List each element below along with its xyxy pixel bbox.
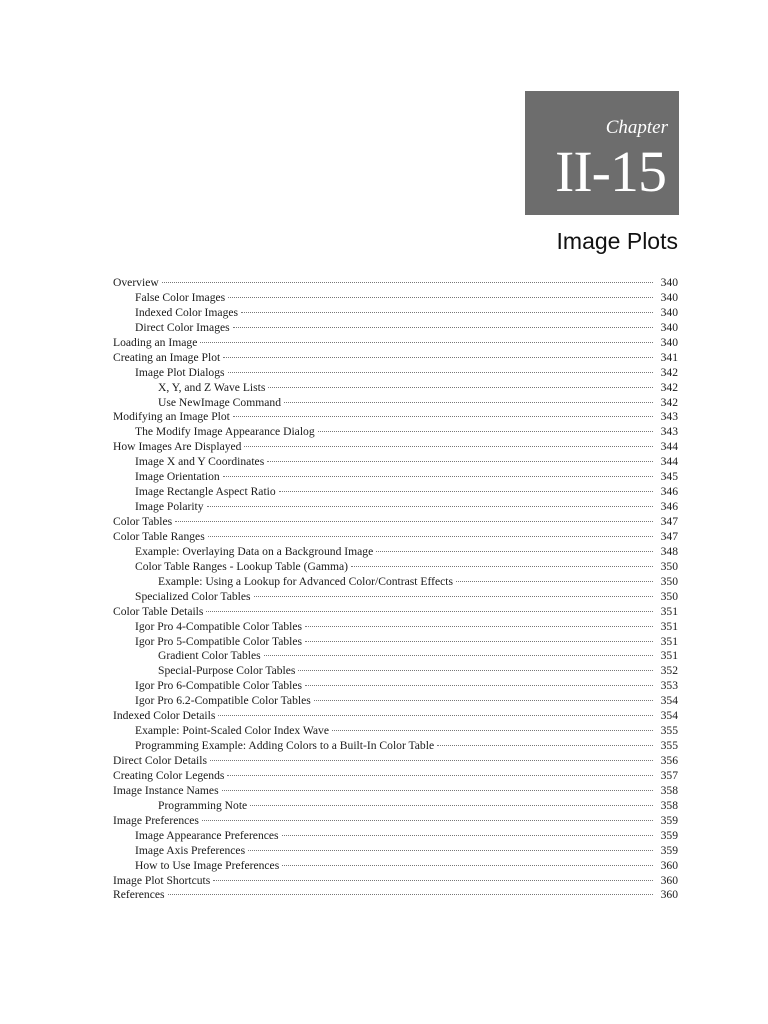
toc-entry-label: Gradient Color Tables: [158, 649, 261, 663]
toc-entry[interactable]: [113, 679, 678, 694]
toc-entry-label: How Images Are Displayed: [113, 440, 242, 454]
toc-dot-leader: [223, 476, 653, 477]
toc-entry[interactable]: [113, 694, 678, 709]
toc-entry-label: Image Polarity: [135, 500, 204, 514]
toc-entry-page: 346: [660, 485, 678, 499]
toc-entry[interactable]: [113, 351, 678, 366]
toc-entry-page: 350: [660, 559, 678, 573]
toc-entry-label: Igor Pro 5-Compatible Color Tables: [135, 634, 303, 648]
toc-entry[interactable]: [113, 575, 678, 590]
toc-dot-leader: [162, 282, 653, 283]
toc-entry-page: 343: [660, 410, 678, 424]
toc-entry-label: Specialized Color Tables: [135, 589, 251, 603]
toc-entry-page: 344: [660, 455, 678, 469]
toc-entry-label: Direct Color Details: [113, 754, 208, 767]
toc-entry-label: Indexed Color Images: [135, 305, 239, 319]
toc-entry-label: X, Y, and Z Wave Lists: [158, 380, 266, 394]
toc-entry-label: References: [113, 888, 165, 902]
toc-entry[interactable]: [113, 635, 678, 650]
toc-entry-page: 359: [660, 828, 678, 842]
toc-entry-page: 358: [660, 783, 678, 797]
toc-entry-page: 344: [660, 440, 678, 454]
toc-entry-page: 341: [660, 350, 678, 364]
toc-dot-leader: [282, 835, 653, 836]
toc-dot-leader: [318, 431, 653, 432]
toc-entry-page: 340: [660, 305, 678, 319]
toc-entry-page: 351: [660, 634, 678, 648]
toc-entry[interactable]: [113, 425, 678, 440]
toc-entry[interactable]: [113, 336, 678, 351]
toc-entry-page: 340: [660, 290, 678, 304]
toc-entry-page: 340: [660, 335, 678, 349]
toc-entry[interactable]: [113, 276, 678, 291]
toc-entry[interactable]: [113, 829, 678, 844]
toc-dot-leader: [254, 596, 653, 597]
toc-entry[interactable]: [113, 590, 678, 605]
toc-entry-label: False Color Images: [135, 290, 226, 304]
toc-entry[interactable]: [113, 649, 678, 664]
toc-entry[interactable]: [113, 844, 678, 859]
toc-entry-page: 357: [660, 768, 678, 782]
toc-entry-page: 346: [660, 500, 678, 514]
toc-entry-page: 340: [660, 320, 678, 334]
toc-entry-label: Creating an Image Plot: [113, 350, 221, 364]
toc-dot-leader: [213, 880, 653, 881]
toc-entry[interactable]: [113, 530, 678, 545]
toc-dot-leader: [305, 685, 653, 686]
toc-entry-page: 359: [660, 843, 678, 857]
toc-entry-page: 356: [660, 754, 678, 767]
toc-dot-leader: [264, 655, 653, 656]
toc-entry-label: Example: Using a Lookup for Advanced Color/Contrast Effects: [158, 574, 454, 588]
toc-entry-label: Image Preferences: [113, 813, 199, 827]
toc-entry-label: Color Table Ranges: [113, 529, 205, 543]
toc-entry-label: Programming Note: [158, 798, 248, 812]
toc-entry[interactable]: [113, 709, 678, 724]
toc-dot-leader: [376, 551, 653, 552]
toc-entry[interactable]: [113, 440, 678, 455]
toc-entry-label: Direct Color Images: [135, 320, 230, 334]
toc-entry[interactable]: [113, 381, 678, 396]
toc-dot-leader: [298, 670, 653, 671]
toc-dot-leader: [314, 700, 653, 701]
toc-entry-page: 340: [660, 276, 678, 289]
toc-entry-label: Example: Overlaying Data on a Background Image: [135, 544, 374, 558]
toc-entry[interactable]: [113, 321, 678, 336]
toc-entry-label: Creating Color Legends: [113, 768, 225, 782]
toc-entry-label: How to Use Image Preferences: [135, 858, 280, 872]
toc-entry-label: Image Appearance Preferences: [135, 828, 279, 842]
toc-dot-leader: [248, 850, 653, 851]
toc-entry-label: Color Table Details: [113, 604, 204, 618]
toc-dot-leader: [244, 446, 653, 447]
toc-entry-page: 345: [660, 470, 678, 484]
toc-entry-page: 360: [660, 888, 678, 902]
toc-entry-page: 351: [660, 604, 678, 618]
toc-entry[interactable]: [113, 366, 678, 381]
toc-dot-leader: [282, 865, 653, 866]
toc-entry[interactable]: [113, 500, 678, 515]
toc-entry-page: 347: [660, 515, 678, 528]
toc-entry-label: Image X and Y Coordinates: [135, 455, 265, 469]
toc-entry[interactable]: [113, 754, 678, 769]
toc-dot-leader: [207, 506, 653, 507]
toc-entry[interactable]: [113, 814, 678, 829]
toc-entry-page: 342: [660, 395, 678, 409]
toc-entry-label: Image Plot Shortcuts: [113, 873, 211, 887]
toc-entry-page: 350: [660, 574, 678, 588]
toc-dot-leader: [279, 491, 653, 492]
toc-entry[interactable]: [113, 620, 678, 635]
toc-entry[interactable]: [113, 739, 678, 754]
toc-dot-leader: [208, 536, 653, 537]
toc-dot-leader: [223, 357, 653, 358]
toc-entry[interactable]: [113, 799, 678, 814]
toc-dot-leader: [168, 894, 654, 895]
toc-entry[interactable]: [113, 485, 678, 500]
toc-dot-leader: [206, 611, 653, 612]
toc-entry-label: Igor Pro 6-Compatible Color Tables: [135, 679, 303, 693]
toc-entry-page: 348: [660, 544, 678, 558]
toc-entry-label: Example: Point-Scaled Color Index Wave: [135, 724, 329, 738]
toc-entry-page: 343: [660, 425, 678, 439]
toc-entry[interactable]: [113, 784, 678, 799]
toc-entry-page: 359: [660, 813, 678, 827]
toc-entry-label: Color Tables: [113, 515, 173, 528]
toc-dot-leader: [268, 387, 653, 388]
toc-entry-page: 350: [660, 589, 678, 603]
toc-dot-leader: [227, 775, 653, 776]
toc-entry-page: 342: [660, 380, 678, 394]
toc-dot-leader: [228, 372, 653, 373]
toc-entry[interactable]: [113, 769, 678, 784]
toc-entry-label: Modifying an Image Plot: [113, 410, 230, 424]
toc-entry[interactable]: [113, 874, 678, 889]
toc-entry-label: Overview: [113, 276, 159, 289]
toc-entry-label: Igor Pro 4-Compatible Color Tables: [135, 619, 303, 633]
toc-entry-page: 352: [660, 664, 678, 678]
toc-entry-page: 355: [660, 739, 678, 753]
toc-entry-page: 351: [660, 649, 678, 663]
toc-dot-leader: [233, 416, 653, 417]
toc-entry[interactable]: [113, 306, 678, 321]
toc-dot-leader: [202, 820, 653, 821]
toc-entry[interactable]: [113, 470, 678, 485]
toc-dot-leader: [222, 790, 653, 791]
toc-dot-leader: [332, 730, 653, 731]
toc-entry-label: Color Table Ranges - Lookup Table (Gamma): [135, 559, 349, 573]
toc-entry-label: Special-Purpose Color Tables: [158, 664, 296, 678]
toc-entry[interactable]: [113, 396, 678, 411]
toc-entry[interactable]: [113, 455, 678, 470]
toc-entry[interactable]: [113, 291, 678, 306]
toc-entry[interactable]: [113, 605, 678, 620]
toc-entry-page: 360: [660, 873, 678, 887]
toc-dot-leader: [241, 312, 653, 313]
chapter-label: Chapter: [605, 117, 668, 138]
toc-dot-leader: [210, 760, 653, 761]
toc-entry-label: The Modify Image Appearance Dialog: [135, 425, 315, 439]
toc-entry-label: Programming Example: Adding Colors to a Built-In Color Table: [135, 739, 435, 753]
toc-dot-leader: [267, 461, 653, 462]
toc-entry-page: 351: [660, 619, 678, 633]
toc-entry-label: Igor Pro 6.2-Compatible Color Tables: [135, 694, 311, 708]
toc-dot-leader: [456, 581, 653, 582]
toc-entry-page: 358: [660, 798, 678, 812]
toc-entry[interactable]: [113, 888, 678, 903]
toc-entry-page: 354: [660, 709, 678, 723]
toc-entry-page: 355: [660, 724, 678, 738]
toc-dot-leader: [200, 342, 653, 343]
toc-dot-leader: [284, 402, 653, 403]
toc-entry-label: Image Rectangle Aspect Ratio: [135, 485, 276, 499]
toc-entry-label: Image Plot Dialogs: [135, 365, 225, 379]
toc-entry[interactable]: [113, 545, 678, 560]
toc-dot-leader: [351, 566, 653, 567]
toc-entry[interactable]: [113, 560, 678, 575]
chapter-badge: [525, 91, 679, 215]
toc-dot-leader: [175, 521, 653, 522]
chapter-title: Image Plots: [556, 228, 678, 254]
toc-dot-leader: [305, 626, 653, 627]
toc-dot-leader: [218, 715, 653, 716]
toc-entry-page: 353: [660, 679, 678, 693]
toc-entry[interactable]: [113, 410, 678, 425]
toc-dot-leader: [228, 297, 653, 298]
table-of-contents: [113, 276, 678, 903]
toc-entry[interactable]: [113, 859, 678, 874]
toc-dot-leader: [305, 641, 653, 642]
toc-entry-label: Indexed Color Details: [113, 709, 216, 723]
toc-entry-label: Image Orientation: [135, 470, 220, 484]
toc-entry[interactable]: [113, 724, 678, 739]
toc-dot-leader: [233, 327, 653, 328]
chapter-number: II-15: [555, 139, 666, 204]
toc-dot-leader: [250, 805, 653, 806]
toc-entry-page: 354: [660, 694, 678, 708]
toc-entry-label: Use NewImage Command: [158, 395, 281, 409]
toc-entry[interactable]: [113, 664, 678, 679]
toc-entry-page: 342: [660, 365, 678, 379]
toc-entry-label: Loading an Image: [113, 335, 198, 349]
toc-dot-leader: [437, 745, 653, 746]
toc-entry-label: Image Instance Names: [113, 783, 219, 797]
toc-entry-page: 360: [660, 858, 678, 872]
toc-entry-label: Image Axis Preferences: [135, 843, 246, 857]
toc-entry-page: 347: [660, 529, 678, 543]
toc-entry[interactable]: [113, 515, 678, 530]
